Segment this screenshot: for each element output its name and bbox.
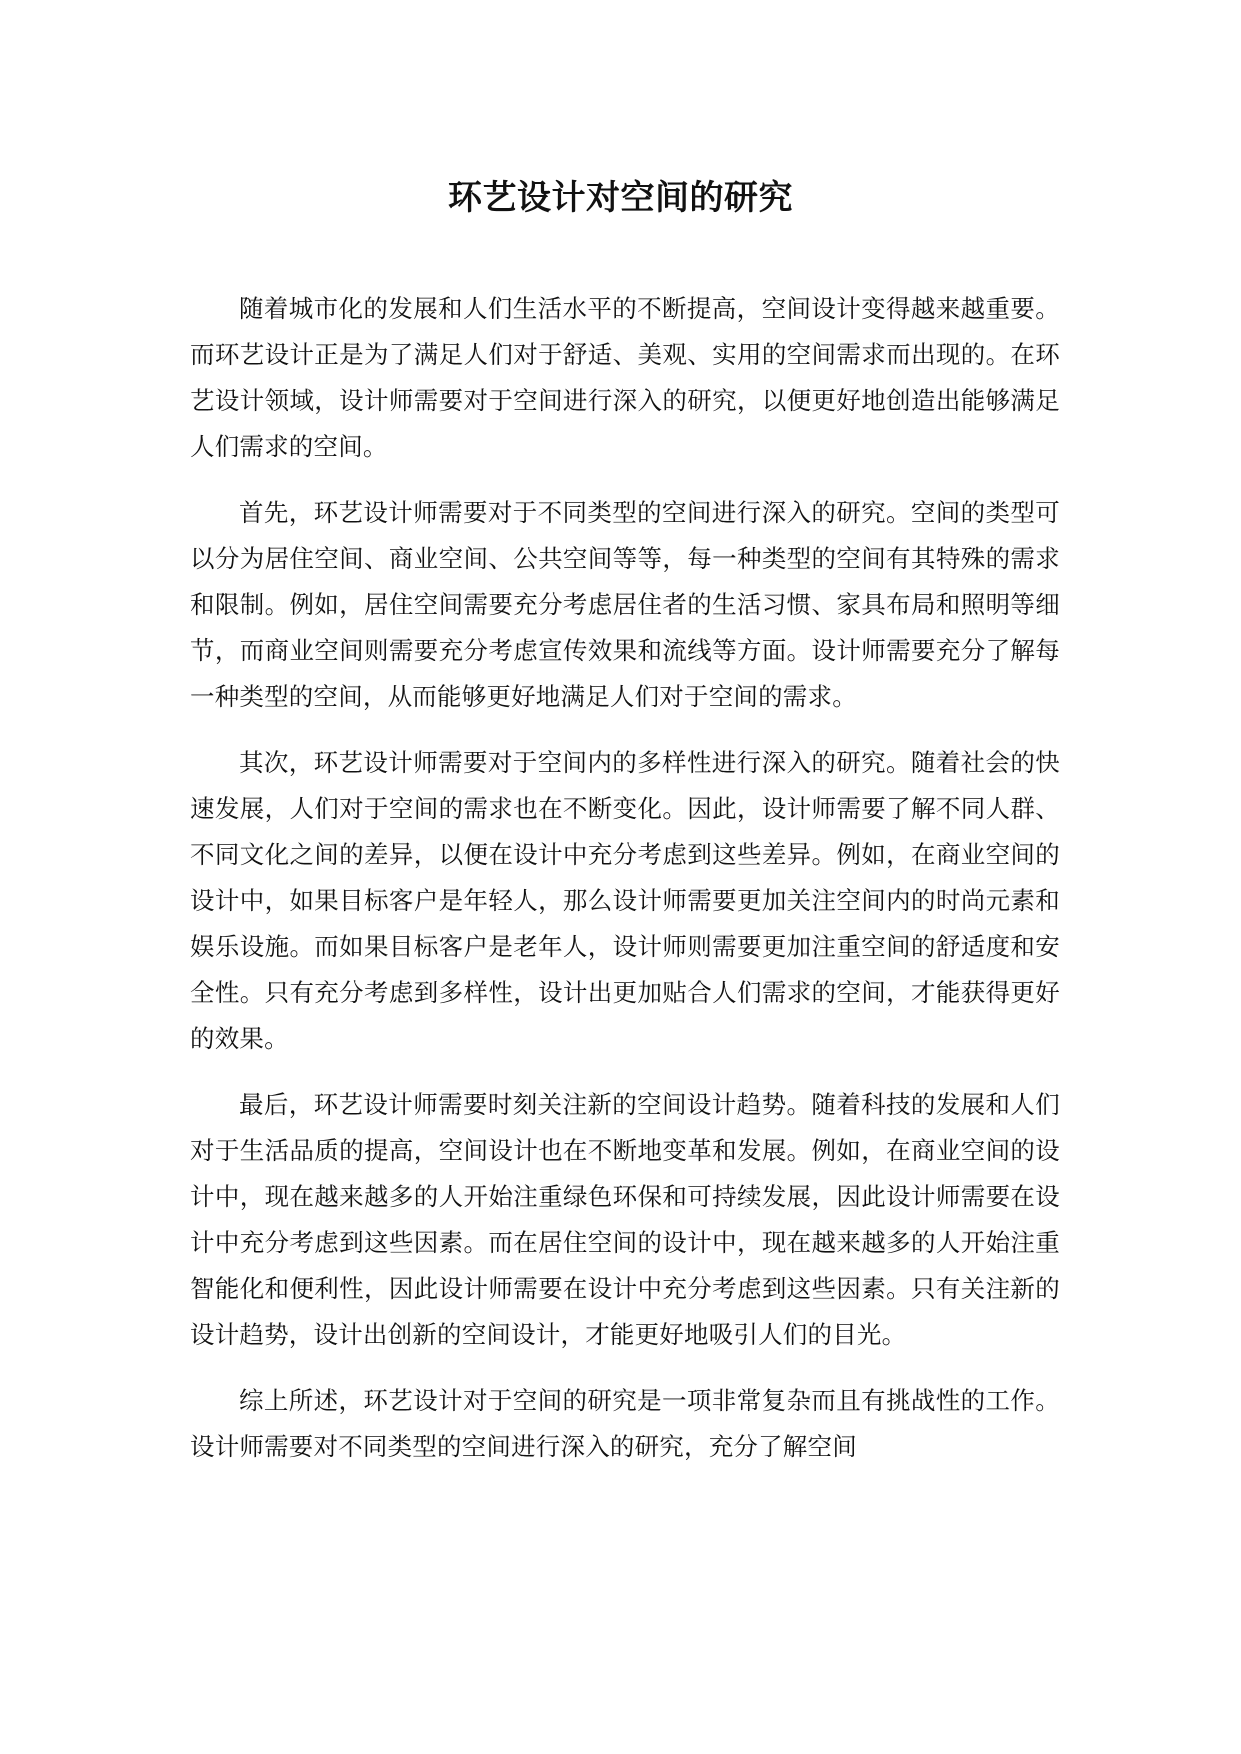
document-title: 环艺设计对空间的研究 — [448, 178, 793, 218]
paragraph-first: 首先，环艺设计师需要对于不同类型的空间进行深入的研究。空间的类型可以分为居住空间、商业空间、公共空间等等，每一种类型的空间有其特殊的需求和限制。例如，居住空间需要充分考虑居住者的生活习惯、家具布局和照明等细节，而商业空间则需要充分考虑宣传效果和流线等方面。设计师需要充分了解每一种类型的空间，从而能够更好地满足人们对于空间的需求。 — [190, 498, 1060, 711]
paragraph-intro: 随着城市化的发展和人们生活水平的不断提高，空间设计变得越来越重要。而环艺设计正是为了满足人们对于舒适、美观、实用的空间需求而出现的。在环艺设计领域，设计师需要对于空间进行深入的研究，以便更好地创造出能够满足人们需求的空间。 — [190, 294, 1060, 461]
paragraph-last: 最后，环艺设计师需要时刻关注新的空间设计趋势。随着科技的发展和人们对于生活品质的提高，空间设计也在不断地变革和发展。例如，在商业空间的设计中，现在越来越多的人开始注重绿色环保和可持续发展，因此设计师需要在设计中充分考虑到这些因素。而在居住空间的设计中，现在越来越多的人开始注重智能化和便利性，因此设计师需要在设计中充分考虑到这些因素。只有关注新的设计趋势，设计出创新的空间设计，才能更好地吸引人们的目光。 — [190, 1090, 1060, 1349]
document-body — [190, 286, 1060, 1490]
paragraph-second: 其次，环艺设计师需要对于空间内的多样性进行深入的研究。随着社会的快速发展，人们对于空间的需求也在不断变化。因此，设计师需要了解不同人群、不同文化之间的差异，以便在设计中充分考虑到这些差异。例如，在商业空间的设计中，如果目标客户是年轻人，那么设计师需要更加关注空间内的时尚元素和娱乐设施。而如果目标客户是老年人，设计师则需要更加注重空间的舒适度和安全性。只有充分考虑到多样性，设计出更加贴合人们需求的空间，才能获得更好的效果。 — [190, 748, 1060, 1053]
paragraph-summary: 综上所述，环艺设计对于空间的研究是一项非常复杂而且有挑战性的工作。设计师需要对不同类型的空间进行深入的研究，充分了解空间 — [190, 1386, 1060, 1461]
